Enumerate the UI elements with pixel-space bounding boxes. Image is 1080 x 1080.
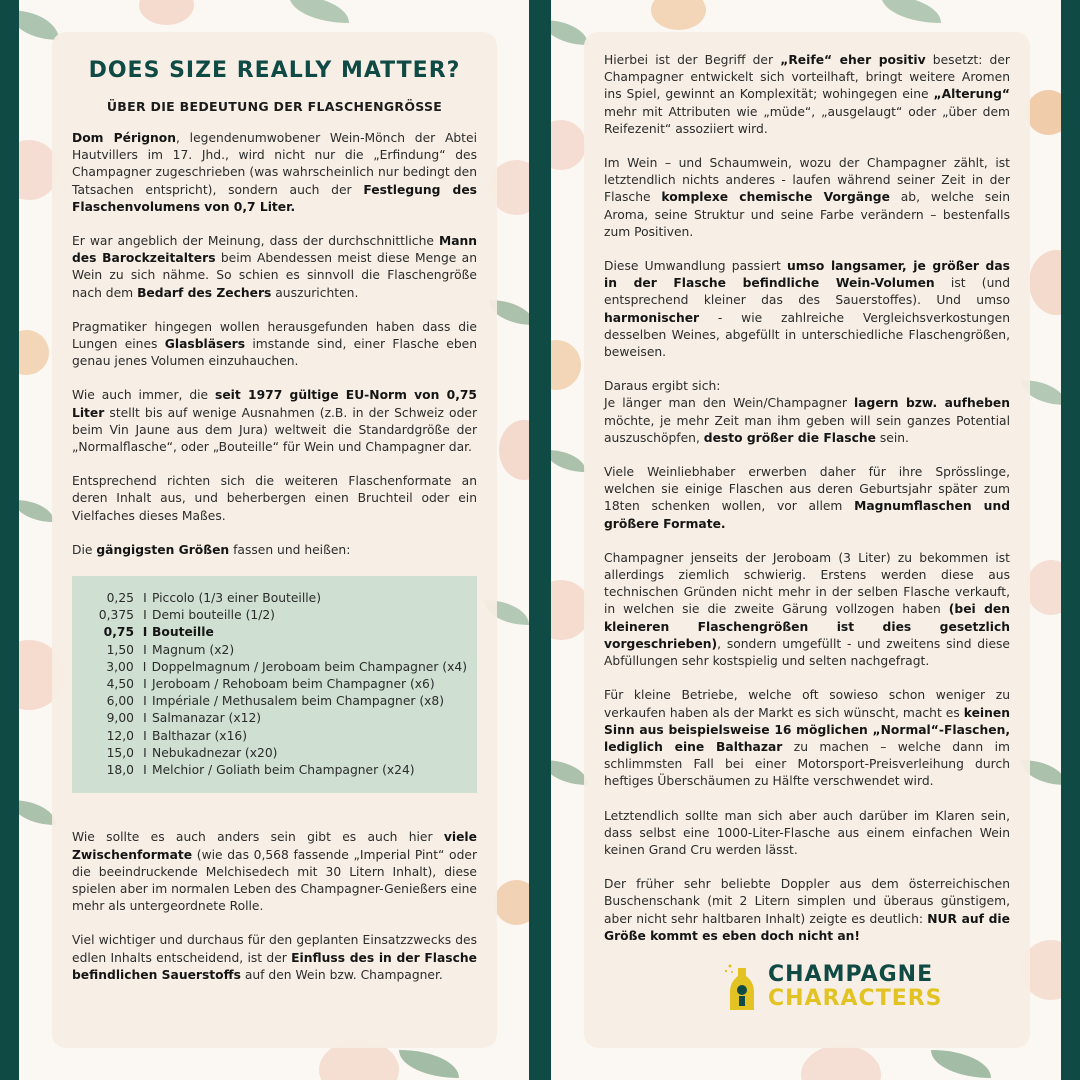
size-name: Doppelmagnum / Jeroboam beim Champagner (x4) — [151, 659, 467, 674]
bold-text: Bedarf des Zechers — [137, 285, 272, 300]
size-row — [84, 745, 467, 762]
text: Pragmatiker hingegen wollen herausgefunden haben dass die Lungen eines — [72, 319, 477, 352]
size-volume: 9,00 — [106, 711, 134, 726]
text: auszurichten. — [271, 285, 359, 300]
text: zu machen – welche dann im schlimmsten Fall bei einer Motorsport-Preisverleihung durch heftiges Überschäumen zu Hälfte verschwendet wird. — [604, 739, 1010, 789]
bold-text: viele Zwischenformate — [72, 830, 477, 862]
left-content-card — [52, 32, 497, 1048]
size-separator: I — [143, 694, 147, 709]
brand-logo — [724, 962, 943, 1012]
paragraph-formats: Entsprechend richten sich die weiteren Flaschenformate an deren Inhalt aus, und beherbergen einen Bruchteil oder ein Vielfaches dieses Maßes. — [72, 474, 477, 523]
size-volume: 12,0 — [106, 728, 134, 743]
size-separator: I — [143, 711, 147, 726]
text: mehr mit Attributen wie „müde“, „ausgelaugt“ oder „über dem Reifezenit“ assoziiert wird. — [604, 104, 1010, 136]
text: Wie auch immer, die — [72, 388, 216, 403]
right-content-card — [584, 32, 1030, 1048]
size-name: Jeroboam / Rehoboam beim Champagner (x6) — [152, 677, 435, 692]
size-separator: I — [143, 591, 147, 606]
size-name: Bouteille — [152, 625, 214, 640]
size-volume: 0,375 — [98, 608, 134, 623]
paragraph-wine-lovers — [604, 464, 1010, 533]
size-name: Salmanazar (x12) — [152, 711, 262, 726]
size-name: Balthazar (x16) — [152, 728, 248, 743]
brand-line-2: CHARACTERS — [768, 986, 943, 1011]
champagne-bottle-icon — [724, 962, 760, 1012]
size-volume: 6,00 — [106, 694, 134, 709]
text: Daraus ergibt sich: — [604, 379, 721, 394]
text: Wie sollte es auch anders sein gibt es auch hier — [72, 830, 444, 845]
bold-text: Glasbläsers — [164, 337, 246, 352]
size-separator: I — [142, 659, 147, 674]
page-title: DOES SIZE REALLY MATTER? — [88, 58, 461, 83]
size-row-highlighted — [84, 624, 467, 641]
bottle-sizes-list — [72, 576, 477, 793]
bold-text: Dom Pérignon — [72, 131, 176, 145]
size-separator: I — [143, 745, 147, 760]
size-row — [84, 693, 467, 710]
text: Je länger man den Wein/Champagner — [604, 396, 855, 411]
size-name: Impériale / Methusalem beim Champagner (x8) — [152, 694, 445, 709]
size-row — [84, 642, 467, 659]
size-separator: I — [143, 728, 147, 743]
text: Für kleine Betriebe, welche oft sowieso schon weniger zu verkaufen haben als der Markt es sich wünscht, macht es — [604, 688, 1010, 720]
bold-text: (bei den kleineren Flaschengrößen ist dies gesetzlich vorgeschrieben) — [604, 602, 1010, 651]
paragraph-maturity — [604, 52, 1010, 138]
size-volume: 15,0 — [106, 745, 134, 760]
bold-text: gängigsten Größen — [96, 542, 230, 557]
size-separator: I — [143, 608, 147, 623]
text: möchte, je mehr Zeit man ihm geben will sein ganzes Potential auszuschöpfen, — [604, 413, 1010, 445]
bold-text: keinen Sinn aus beispielsweise 16 möglichen „Normal“-Flaschen, lediglich eine Balthazar — [604, 705, 1010, 754]
text: imstande sind, einer Flasche eben genau jenes Volumen einzuhauchen. — [72, 337, 477, 369]
paragraph-baroque — [72, 233, 477, 302]
text: Champagner jenseits der Jeroboam (3 Liter) zu bekommen ist allerdings ziemlich schwierig. Erstens werden diese aus technischen Gründen nicht mehr in der selben Flasche verkauft, in welchen sie die zweite Gärung vollzogen haben — [604, 550, 1010, 617]
text: Viel wichtiger und durchaus für den geplanten Einsatzzwecks des edlen Inhalts entscheidend, ist der — [72, 933, 477, 965]
text: sein. — [875, 430, 909, 445]
text: Er war angeblich der Meinung, dass der durchschnittliche — [72, 234, 439, 249]
size-row — [84, 659, 467, 676]
size-separator: I — [143, 642, 147, 657]
text: stellt bis auf wenige Ausnahmen (z.B. in der Schweiz oder beim Vin Jaune aus dem Jura) weltweit die Standardgröße der „Normalflasche“, oder „Bouteille“ für Wein und Champagner dar. — [72, 405, 477, 455]
size-name: Magnum (x2) — [152, 642, 235, 657]
text: Hierbei ist der Begriff der — [604, 53, 781, 67]
bold-text: Magnumflaschen und größere Formate. — [604, 499, 1010, 531]
text: Viele Weinliebhaber erwerben daher für ihre Sprösslinge, welchen sie einige Flaschen aus deren Geburtsjahr später zum 18ten schenken wollen, vor allem — [604, 465, 1010, 514]
size-volume: 0,75 — [103, 625, 134, 640]
paragraph-glassblower — [72, 319, 477, 371]
size-name: Demi bouteille (1/2) — [152, 608, 275, 623]
size-row — [84, 762, 467, 779]
text: , legendenumwobener Wein-Mönch der Abtei Hautvillers im 17. Jhd., wird nicht nur die „Erfindung“ des Champagner zugeschrieben (was wahrscheinlich nur bedingt den Tatsachen entspricht), sondern auch der — [72, 131, 477, 197]
paragraph-doppler — [604, 876, 1010, 945]
size-row — [84, 710, 467, 727]
text: Der früher sehr beliebte Doppler aus dem österreichischen Buschenschank (mit 2 Litern simplen und überaus günstigem, aber nicht sehr haltbaren Inhalt) zeigte es deutlich: — [604, 877, 1010, 926]
text: fassen und heißen: — [229, 542, 351, 557]
size-volume: 0,25 — [106, 591, 134, 606]
paragraph-jeroboam — [604, 550, 1010, 670]
bold-text: desto größer die Flasche — [703, 430, 876, 445]
bold-text: „Reife“ eher positiv — [780, 53, 926, 67]
paragraph-grand-cru: Letztendlich sollte man sich aber auch darüber im Klaren sein, dass selbst eine 1000-Liter-Flasche aus einem einfachen Wein keinen Grand Cru werden lässt. — [604, 808, 1010, 857]
text: Die — [72, 542, 97, 557]
size-separator: I — [143, 763, 147, 778]
bold-text: „Alterung“ — [933, 87, 1010, 102]
page-subtitle: ÜBER DIE BEDEUTUNG DER FLASCHENGRÖSSE — [106, 99, 443, 114]
brand-line-1: CHAMPAGNE — [768, 962, 934, 987]
text: besetzt: der Champagner entwickelt sich vorteilhaft, bringt weitere Aromen ins Spiel, gewinnt an Komplexität; wohingegen eine — [604, 53, 1010, 102]
bold-text: lagern bzw. aufheben — [854, 396, 1010, 411]
paragraph-chemistry — [604, 155, 1010, 241]
bold-text: Mann des Barockzeitalters — [72, 234, 477, 266]
size-row — [84, 607, 467, 624]
size-row — [84, 728, 467, 745]
paragraph-eu-norm — [72, 387, 477, 456]
text: - wie zahlreiche Vergleichsverkostungen desselben Weines, abgefüllt in unterschiedliche Flaschengrößen, beweisen. — [604, 310, 1010, 360]
size-row — [84, 676, 467, 693]
bold-text: umso langsamer, je größer das in der Flasche befindliche Wein-Volumen — [604, 259, 1010, 291]
bold-text: harmonischer — [604, 310, 700, 325]
size-volume: 18,0 — [106, 763, 134, 778]
size-name: Melchior / Goliath beim Champagner (x24) — [152, 763, 415, 778]
paragraph-transformation — [604, 258, 1010, 361]
size-name: Nebukadnezar (x20) — [152, 745, 278, 760]
bold-text: seit 1977 gültige EU-Norm von 0,75 Liter — [72, 388, 477, 420]
text: ist (und entsprechend kleiner das des Sauerstoffes). Und umso — [604, 276, 1011, 308]
paragraph-common-sizes — [72, 542, 477, 559]
size-separator: I — [143, 677, 147, 692]
paragraph-small-producers — [604, 687, 1010, 790]
size-name: Piccolo (1/3 einer Bouteille) — [152, 591, 322, 606]
text: auf den Wein bzw. Champagner. — [240, 967, 443, 982]
text: , sondern umgefüllt - und zweitens sind diese Abfüllungen sehr kostspielig und selten nachgefragt. — [604, 636, 1010, 669]
size-volume: 1,50 — [106, 642, 134, 657]
text: Diese Umwandlung passiert — [604, 259, 788, 274]
text: (wie das 0,568 fassende „Imperial Pint“ oder die beeindruckende Melchisedech mit 30 Litern Inhalt), diese spielen aber im normalen Leben des Champagner-Genießers eine mehr als untergeordnete Rolle. — [72, 847, 477, 914]
size-volume: 3,00 — [106, 659, 134, 674]
size-row — [84, 590, 467, 607]
bold-text: Festlegung des Flaschenvolumens von 0,7 Liter. — [72, 182, 477, 214]
bold-text: Einfluss des in der Flasche befindlichen Sauerstoffs — [72, 950, 477, 982]
text: beim Abendessen meist diese Menge an Wein zu sich nähme. So schien es sinnvoll die Flaschengröße nach dem — [72, 251, 477, 300]
size-separator: I — [142, 625, 148, 640]
bold-text: NUR auf die Größe kommt es eben doch nicht an! — [604, 911, 1010, 943]
paragraph-conclusion — [604, 378, 1010, 447]
paragraph-intermediate-formats — [72, 829, 477, 915]
bold-text: komplexe chemische Vorgänge — [661, 190, 890, 205]
text: Im Wein – und Schaumwein, wozu der Champagner zählt, ist letztendlich nichts anderes - laufen während seiner Zeit in der Flasche — [604, 156, 1010, 205]
text: ab, welche sein Aroma, seine Struktur und seine Farbe verändern – bestenfalls zum Positiven. — [604, 190, 1010, 239]
size-volume: 4,50 — [106, 677, 134, 692]
paragraph-oxygen — [72, 932, 477, 984]
paragraph-dom-perignon — [72, 130, 477, 216]
